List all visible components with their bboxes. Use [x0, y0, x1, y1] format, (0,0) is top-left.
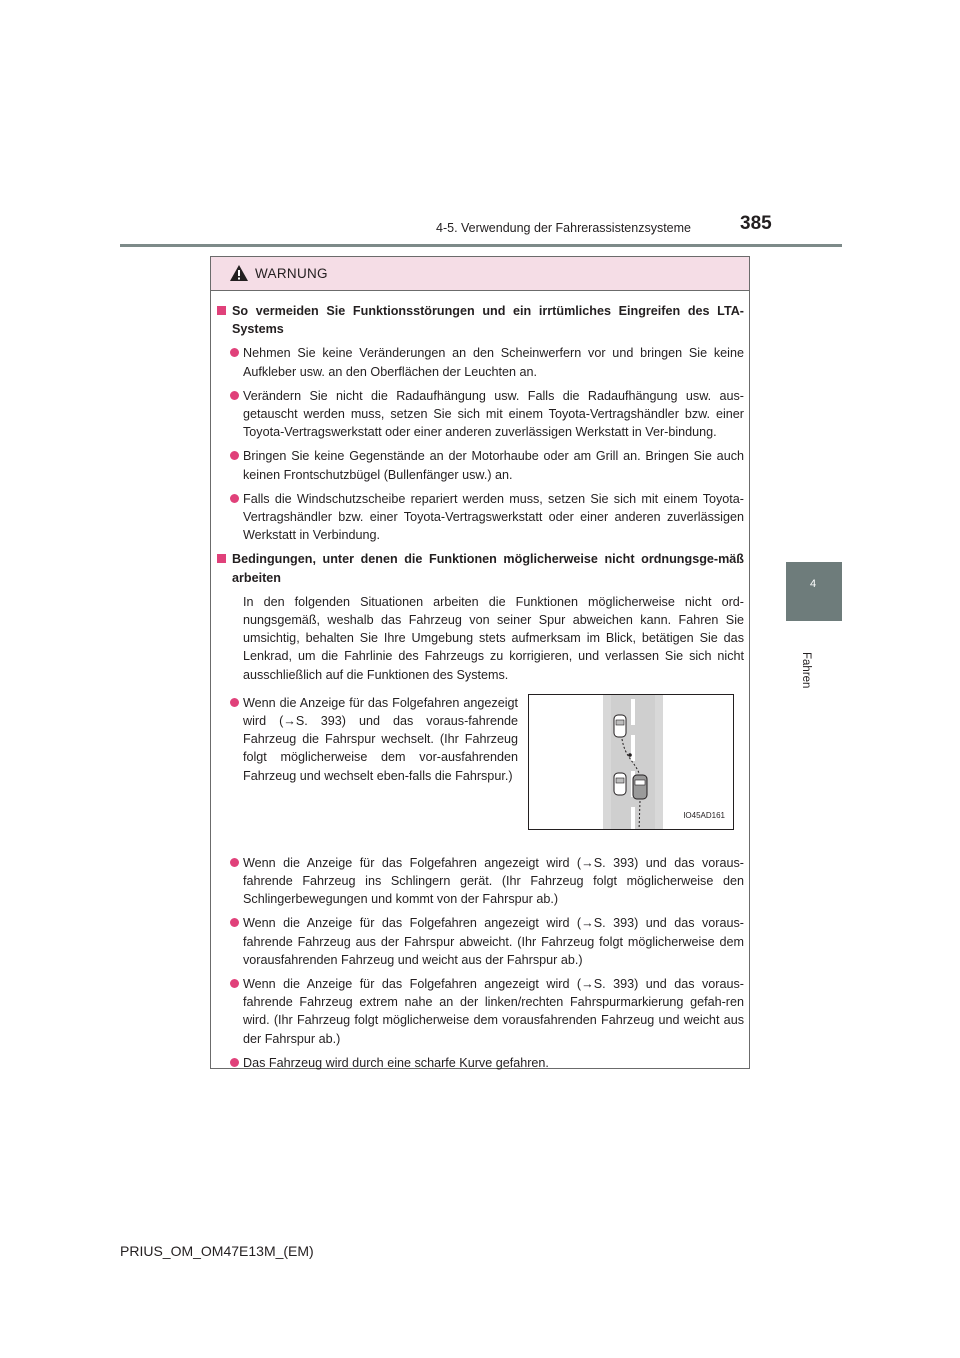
- warning-triangle-icon: [229, 264, 249, 282]
- round-bullet-icon: [230, 918, 239, 927]
- own-car-icon: [633, 775, 647, 799]
- chapter-tab: [786, 562, 842, 621]
- page-number: 385: [740, 213, 772, 234]
- header-rule: [120, 244, 842, 247]
- car-icon: [614, 773, 626, 795]
- lane-change-illustration: [528, 694, 734, 830]
- round-bullet-icon: [230, 698, 239, 707]
- warning-content: [216, 302, 744, 1078]
- list-item: Wenn die Anzeige für das Folgefahren angezeigt wird (→S. 393) und das voraus-fahrende Fahrzeug aus der Fahrspur abweicht. (Ihr Fahrzeug folgt möglicherweise dem vorausfahrenden Fahrzeug und weicht aus der Fahrspur ab.): [216, 914, 744, 969]
- car-icon: [614, 715, 626, 737]
- header-section-title: 4-5. Verwendung der Fahrerassistenzsysteme: [436, 221, 691, 235]
- square-bullet-icon: [217, 306, 226, 315]
- figure-row: [216, 694, 744, 844]
- round-bullet-icon: [230, 858, 239, 867]
- list-item: Wenn die Anzeige für das Folgefahren angezeigt wird (→S. 393) und das voraus-fahrende Fahrzeug die Fahrspur wechselt. (Ihr Fahrzeug folgt möglicherweise dem vor-ausfahrenden Fahrzeug und wechselt eben-falls die Fahrspur.): [216, 694, 518, 785]
- list-item: Verändern Sie nicht die Radaufhängung usw. Falls die Radaufhängung usw. aus-getauscht werden muss, setzen Sie sich mit einem Toyota-Vertragshändler bzw. einer Toyota-Vertragswerkstatt oder einer anderen zuverlässigen Werkstatt in Ver-bindung.: [216, 387, 744, 442]
- round-bullet-icon: [230, 979, 239, 988]
- list-item: Wenn die Anzeige für das Folgefahren angezeigt wird (→S. 393) und das voraus-fahrende Fahrzeug extrem nahe an der linken/rechten Fahrspurmarkierung gefah-ren wird. (Ihr Fahrzeug folgt möglicherweise dem vorausfahrenden Fahrzeug und weicht aus der Fahrspur ab.): [216, 975, 744, 1048]
- section-heading: So vermeiden Sie Funktionsstörungen und ein irrtümliches Eingreifen des LTA-Systems: [216, 302, 744, 338]
- list-item: Nehmen Sie keine Veränderungen an den Scheinwerfern vor und bringen Sie keine Aufkleber usw. an den Oberflächen der Leuchten an.: [216, 344, 744, 380]
- figure-label: IO45AD161: [683, 810, 725, 820]
- section-heading: Bedingungen, unter denen die Funktionen möglicherweise nicht ordnungsge-mäß arbeiten: [216, 550, 744, 586]
- list-item: Falls die Windschutzscheibe repariert werden muss, setzen Sie sich mit einem Toyota-Vertragshändler bzw. einer Toyota-Vertragswerkstatt oder einer anderen zuverlässigen Werkstatt in Verbindung.: [216, 490, 744, 545]
- warning-title: WARNUNG: [255, 266, 328, 281]
- warning-box: [210, 256, 750, 1069]
- round-bullet-icon: [230, 1058, 239, 1067]
- round-bullet-icon: [230, 451, 239, 460]
- warning-header: [211, 257, 749, 291]
- round-bullet-icon: [230, 391, 239, 400]
- square-bullet-icon: [217, 554, 226, 563]
- list-item: Wenn die Anzeige für das Folgefahren angezeigt wird (→S. 393) und das voraus-fahrende Fahrzeug ins Schlingern gerät. (Ihr Fahrzeug folgt möglicherweise den Schlingerbewegungen und kommt von der Fahrspur ab.): [216, 854, 744, 909]
- chapter-number: 4: [810, 578, 817, 590]
- list-item: Das Fahrzeug wird durch eine scharfe Kurve gefahren.: [216, 1054, 744, 1072]
- chapter-name: Fahren: [800, 652, 812, 689]
- intro-paragraph: In den folgenden Situationen arbeiten die Funktionen möglicherweise nicht ord-nungsgemäß, weshalb das Fahrzeug von seiner Spur abweichen kann. Fahren Sie umsichtig, behalten Sie Ihre Umgebung stets aufmerksam im Blick, betätigen Sie das Lenkrad, um die Fahrlinie des Fahrzeugs zu korrigieren, und verlassen Sie sich nicht ausschließlich auf die Funktionen des Systems.: [243, 594, 744, 682]
- round-bullet-icon: [230, 494, 239, 503]
- round-bullet-icon: [230, 348, 239, 357]
- list-item: Bringen Sie keine Gegenstände an der Motorhaube oder am Grill an. Bringen Sie auch keinen Frontschutzbügel (Bullenfänger usw.) an.: [216, 447, 744, 483]
- footer-doc-id: PRIUS_OM_OM47E13M_(EM): [120, 1243, 314, 1259]
